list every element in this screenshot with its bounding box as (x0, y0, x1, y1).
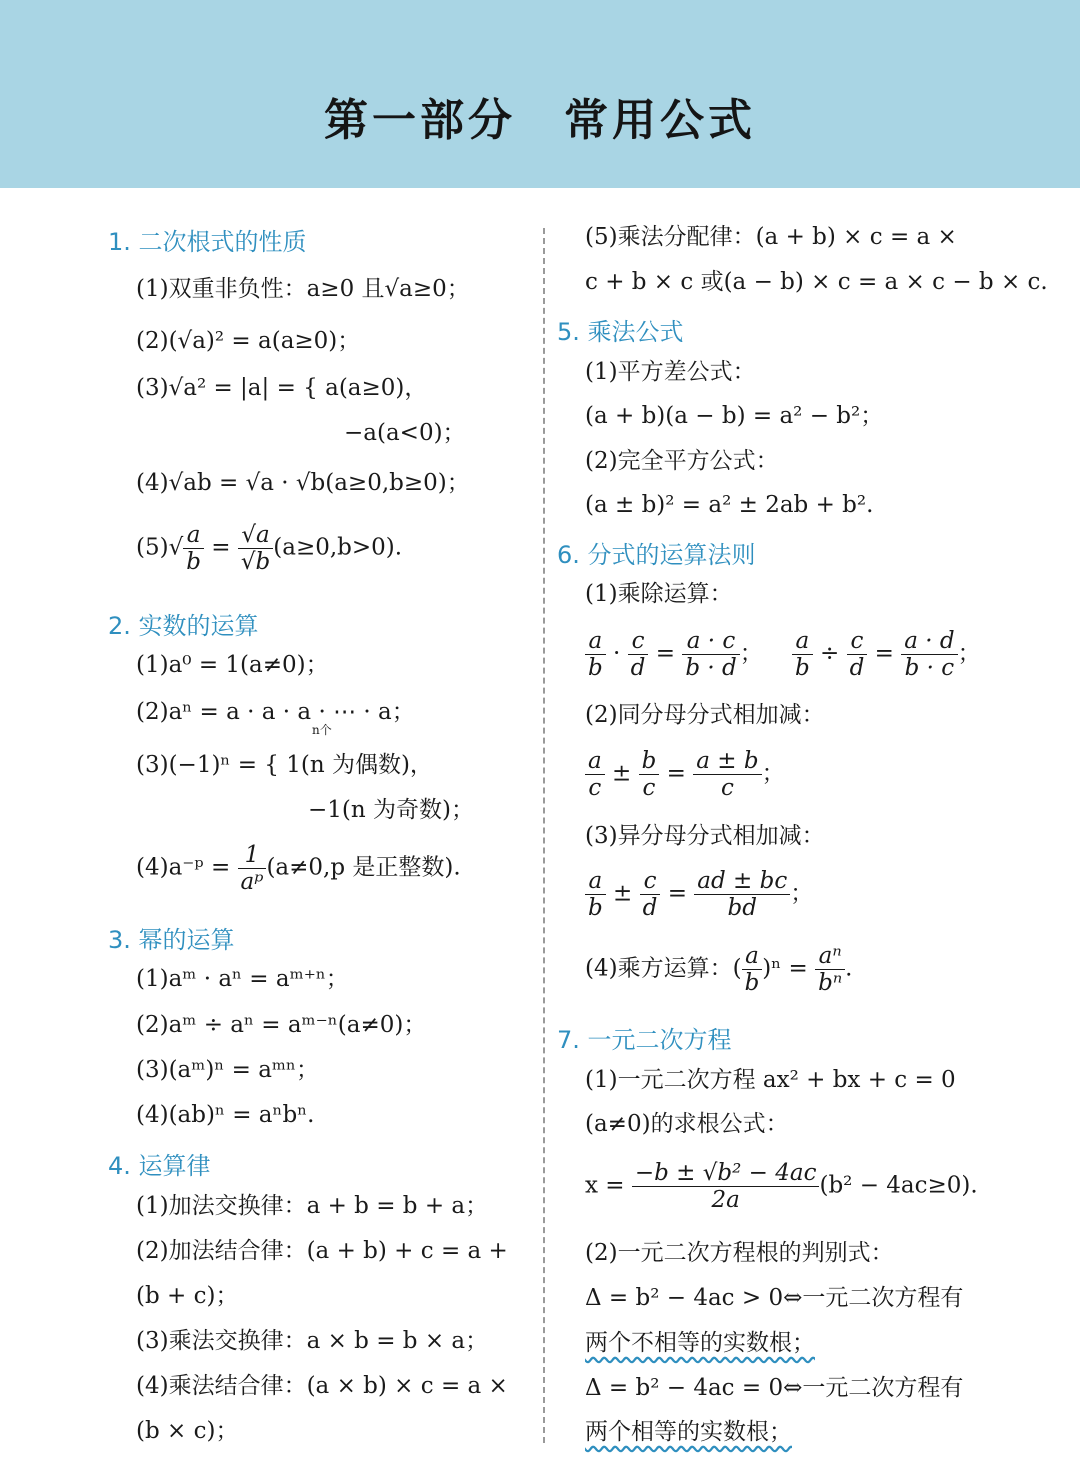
fraction (585, 868, 606, 921)
emphasized-text: 两个相等的实数根； (585, 1419, 792, 1445)
numerator: a (585, 628, 606, 655)
formula-line: (a ± b)² = a² ± 2ab + b². (585, 492, 874, 518)
formula-line: Δ = b² − 4ac = 0⇔一元二次方程有 (585, 1375, 964, 1401)
numerator: a · d (901, 628, 957, 655)
numerator: −b ± √b² − 4ac (632, 1160, 820, 1187)
numerator: c (847, 628, 868, 655)
formula-line: Δ = b² − 4ac > 0⇔一元二次方程有 (585, 1285, 964, 1311)
formula-line: −1(n 为奇数)； (308, 797, 474, 823)
formula-line (585, 943, 852, 996)
fraction (792, 628, 813, 681)
denominator: b · c (904, 655, 955, 681)
formula-prefix: x = (585, 1172, 625, 1199)
formula-mid: )ⁿ = (762, 955, 808, 982)
formula-line: (2)aⁿ = a · a · a · ⋯ · a； (136, 699, 415, 725)
numerator: c (628, 628, 649, 655)
formula-line: (2)一元二次方程根的判别式： (585, 1240, 894, 1266)
fraction (640, 868, 661, 921)
numerator: a (742, 943, 763, 970)
numerator: aⁿ (815, 943, 845, 970)
fraction (693, 748, 761, 801)
formula-line: (a≠0)的求根公式： (585, 1111, 789, 1137)
operator: ÷ (820, 640, 840, 667)
fraction-formula: $\frac{a}{b}$ ± $\frac{c}{d}$ = $\frac{ad \pm bc}{bd}$ ； (585, 868, 813, 921)
emphasized-text: 两个不相等的实数根； (585, 1330, 815, 1356)
fraction (632, 1160, 820, 1213)
fraction-formula: $\frac{a}{b}$ · $\frac{c}{d}$ = $\frac{a \cdot c}{b \cdot d}$ ； $\frac{a}{b}$ ÷ $\frac{c}{d}$ = $\frac{a \cdot d}{b \cdot c}$ ； (585, 628, 981, 681)
fraction (694, 868, 790, 921)
denominator: b (744, 970, 760, 996)
section-heading-3: 3. 幂的运算 (108, 926, 235, 954)
denominator: b (588, 895, 603, 921)
denominator: bd (727, 895, 757, 921)
formula-tail: (a≠0,p 是正整数). (266, 854, 461, 881)
numerator: a (792, 628, 813, 655)
page-header (0, 0, 1080, 188)
denominator: aᵖ (240, 869, 264, 895)
formula-line: (1)乘除运算： (585, 581, 733, 607)
formula-tail: (a≥0,b>0). (273, 534, 403, 561)
section-heading-4: 4. 运算律 (108, 1152, 211, 1180)
fraction (628, 628, 649, 681)
formula-line: (b × c)； (136, 1418, 239, 1444)
formula-line: (3)(−1)ⁿ = { 1(n 为偶数)， (136, 752, 433, 778)
denominator: d (630, 655, 646, 681)
formula-line: (3)√a² = |a| = { a(a≥0)， (136, 375, 428, 401)
operator: · (613, 640, 621, 667)
punctuation: . (845, 955, 853, 982)
numerator: a (183, 522, 204, 549)
denominator: c (642, 775, 656, 801)
formula-line: (2)加法结合律：(a + b) + c = a + (136, 1238, 508, 1264)
formula-line: (2)aᵐ ÷ aⁿ = aᵐ⁻ⁿ(a≠0)； (136, 1012, 427, 1038)
formula-line: (1)a⁰ = 1(a≠0)； (136, 652, 329, 678)
denominator: c (720, 775, 734, 801)
operator: ± (613, 880, 633, 907)
formula-line: (3)(aᵐ)ⁿ = aᵐⁿ； (136, 1057, 319, 1083)
column-divider (543, 228, 545, 1443)
numerator: a ± b (693, 748, 761, 775)
denominator: d (849, 655, 865, 681)
formula-line: (4)√ab = √a · √b(a≥0,b≥0)； (136, 470, 470, 496)
numerator: ad ± bc (694, 868, 790, 895)
formula-line: c + b × c 或(a − b) × c = a × c − b × c. (585, 269, 1048, 295)
formula-tail: (b² − 4ac≥0). (819, 1172, 978, 1199)
formula-line: (b + c)； (136, 1283, 239, 1309)
punctuation: ； (739, 640, 763, 667)
fraction (742, 943, 763, 996)
numerator: a · c (682, 628, 739, 655)
formula-line: (2)完全平方公式： (585, 448, 779, 474)
fraction (238, 522, 273, 575)
fraction-formula: $\frac{a}{c}$ ± $\frac{b}{c}$ = $\frac{a \pm b}{c}$ ； (585, 748, 785, 801)
formula-line: (2)(√a)² = a(a≥0)； (136, 328, 361, 354)
denominator: b · d (685, 655, 737, 681)
denominator: √b (240, 549, 271, 575)
fraction (682, 628, 739, 681)
formula-line: (1)双重非负性：a≥0 且√a≥0； (136, 276, 470, 302)
fraction (238, 842, 267, 895)
denominator: bⁿ (818, 970, 843, 996)
denominator: b (588, 655, 603, 681)
fraction (901, 628, 957, 681)
formula-line (585, 1160, 978, 1213)
numerator: √a (238, 522, 273, 549)
section-heading-6: 6. 分式的运算法则 (557, 541, 756, 569)
punctuation: ； (761, 760, 785, 787)
numerator: 1 (238, 842, 267, 869)
formula-line (136, 842, 461, 895)
formula-line: (1)加法交换律：a + b = b + a； (136, 1193, 489, 1219)
section-heading-7: 7. 一元二次方程 (557, 1026, 732, 1054)
denominator: d (642, 895, 658, 921)
page-title: 第一部分 常用公式 (324, 95, 756, 146)
denominator: b (186, 549, 201, 575)
equals-sign: = (211, 534, 231, 561)
fraction (847, 628, 868, 681)
fraction (815, 943, 845, 996)
fraction (585, 628, 606, 681)
formula-line (136, 522, 402, 575)
denominator: c (588, 775, 602, 801)
brace-note: n个 (312, 723, 332, 737)
formula-line: −a(a<0)； (344, 420, 466, 446)
fraction (183, 522, 204, 575)
fraction (585, 748, 605, 801)
denominator: 2a (711, 1187, 740, 1213)
formula-line: (1)平方差公式： (585, 359, 756, 385)
formula-line: (3)乘法交换律：a × b = b × a； (136, 1328, 489, 1354)
formula-line: (a + b)(a − b) = a² − b²； (585, 403, 884, 429)
punctuation: ； (790, 880, 814, 907)
formula-prefix: (5)√ (136, 534, 184, 561)
numerator: a (585, 868, 606, 895)
formula-line: (4)乘法结合律：(a × b) × c = a × (136, 1373, 508, 1399)
punctuation: ； (957, 640, 981, 667)
section-heading-2: 2. 实数的运算 (108, 612, 259, 640)
operator: ± (612, 760, 632, 787)
section-heading-5: 5. 乘法公式 (557, 318, 684, 346)
numerator: b (639, 748, 660, 775)
formula-line: (4)(ab)ⁿ = aⁿbⁿ. (136, 1102, 315, 1128)
formula-prefix: (4)乘方运算：( (585, 955, 742, 982)
formula-line: (2)同分母分式相加减： (585, 702, 825, 728)
formula-line: (3)异分母分式相加减： (585, 823, 825, 849)
numerator: c (640, 868, 661, 895)
numerator: a (585, 748, 605, 775)
section-heading-1: 1. 二次根式的性质 (108, 228, 307, 256)
fraction (639, 748, 660, 801)
formula-line: (1)一元二次方程 ax² + bx + c = 0 (585, 1067, 956, 1093)
denominator: b (794, 655, 810, 681)
formula-prefix: (4)a⁻ᵖ = (136, 854, 231, 881)
formula-line: (5)乘法分配律：(a + b) × c = a × (585, 224, 957, 250)
formula-line: (1)aᵐ · aⁿ = aᵐ⁺ⁿ； (136, 966, 349, 992)
